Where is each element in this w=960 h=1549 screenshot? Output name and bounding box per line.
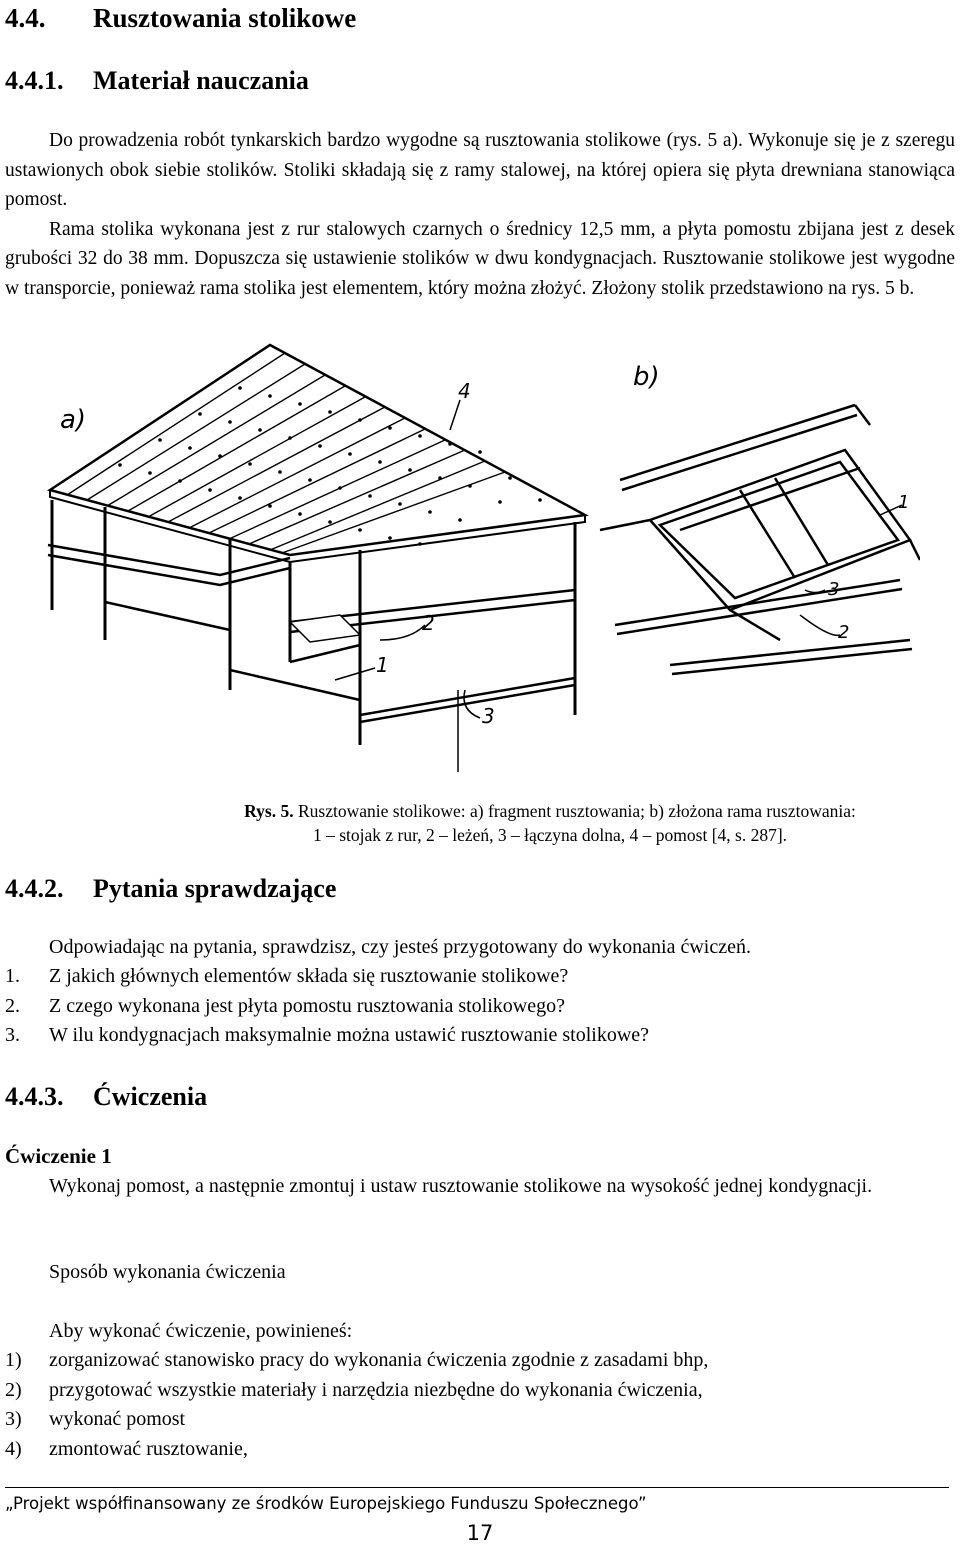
exercises-title: Ćwiczenia — [93, 1082, 208, 1111]
caption-label: Rys. 5. — [244, 801, 294, 821]
questions-list — [5, 962, 955, 1051]
steps-list — [5, 1346, 955, 1464]
list-item: 2) przygotować wszystkie materiały i narzędzia niezbędne do wykonania ćwiczenia, — [5, 1378, 703, 1401]
material-text — [5, 126, 955, 303]
questions-heading — [5, 872, 336, 906]
caption-line-1: Rusztowanie stolikowe: a) fragment rusztowania; b) złożona rama rusztowania: — [297, 801, 856, 821]
list-item: 1. Z jakich głównych elementów składa się rusztowanie stolikowe? — [5, 965, 569, 987]
exercise-1-title: Ćwiczenie 1 — [5, 1144, 112, 1168]
list-item: 2. Z czego wykonana jest płyta pomostu rusztowania stolikowego? — [5, 994, 565, 1017]
callout-b-3: 3 — [828, 579, 840, 600]
callout-a-2: 2 — [422, 611, 435, 635]
paragraph-2: Rama stolika wykonana jest z rur stalowych czarnych o średnicy 12,5 mm, a płyta pomostu zbijana jest z desek grubości 32 do 38 mm. Dopuszcza się ustawienie stolików w dwu kondygnacjach. Rusztowanie stolikowe jest wygodne w transporcie, ponieważ rama stolika jest elementem, który można złożyć. Złożony stolik przedstawiono na rys. 5 b. — [5, 218, 955, 299]
scaffold-drawing-b — [600, 362, 920, 674]
list-item: 1) zorganizować stanowisko pracy do wykonania ćwiczenia zgodnie z zasadami bhp, — [5, 1349, 709, 1371]
method-title: Sposób wykonania ćwiczenia — [49, 1261, 286, 1283]
material-heading — [5, 64, 309, 98]
exercises-heading — [5, 1080, 207, 1114]
label-b: b) — [633, 362, 660, 392]
section-number: 4.4. — [5, 3, 46, 33]
section-heading — [5, 0, 356, 36]
steps-intro: Aby wykonać ćwiczenie, powinieneś: — [49, 1320, 353, 1342]
list-item: 3. W ilu kondygnacjach maksymalnie można ustawić rusztowanie stolikowe? — [5, 1024, 650, 1046]
callout-a-3: 3 — [482, 704, 495, 728]
exercises-number: 4.4.3. — [5, 1082, 64, 1111]
caption-line-2: 1 – stojak z rur, 2 – leżeń, 3 – łączyna dolna, 4 – pomost [4, s. 287]. — [312, 825, 788, 845]
material-number: 4.4.1. — [5, 66, 64, 95]
list-item: 4) zmontować rusztowanie, — [5, 1437, 248, 1460]
footer-text: „Projekt współfinansowany ze środków Europejskiego Funduszu Społecznego” — [5, 1494, 647, 1513]
callout-b-2: 2 — [838, 622, 850, 643]
scaffold-figure — [40, 340, 920, 780]
label-a: a) — [60, 405, 87, 435]
scaffold-drawing-a — [48, 345, 585, 772]
footer-divider — [5, 1487, 949, 1488]
questions-number: 4.4.2. — [5, 874, 64, 903]
material-title: Materiał nauczania — [93, 66, 309, 95]
callout-a-4: 4 — [458, 379, 471, 403]
list-item: 3) wykonać pomost — [5, 1408, 186, 1430]
exercise-1-text: Wykonaj pomost, a następnie zmontuj i ustaw rusztowanie stolikowe na wysokość jednej kondygnacji. — [49, 1175, 873, 1197]
page-number: 17 — [466, 1521, 494, 1545]
questions-title: Pytania sprawdzające — [93, 874, 337, 903]
callout-b-1: 1 — [898, 492, 910, 513]
paragraph-1: Do prowadzenia robót tynkarskich bardzo wygodne są rusztowania stolikowe (rys. 5 a). Wykonuje się je z szeregu ustawionych obok siebie stolików. Stoliki składają się z ramy stalowej, na której opiera się płyta drewniana stanowiąca pomost. — [5, 130, 955, 210]
callout-a-1: 1 — [376, 653, 389, 677]
figure-caption — [200, 799, 900, 847]
questions-intro: Odpowiadając na pytania, sprawdzisz, czy jesteś przygotowany do wykonania ćwiczeń. — [49, 936, 751, 958]
section-title: Rusztowania stolikowe — [93, 3, 357, 33]
